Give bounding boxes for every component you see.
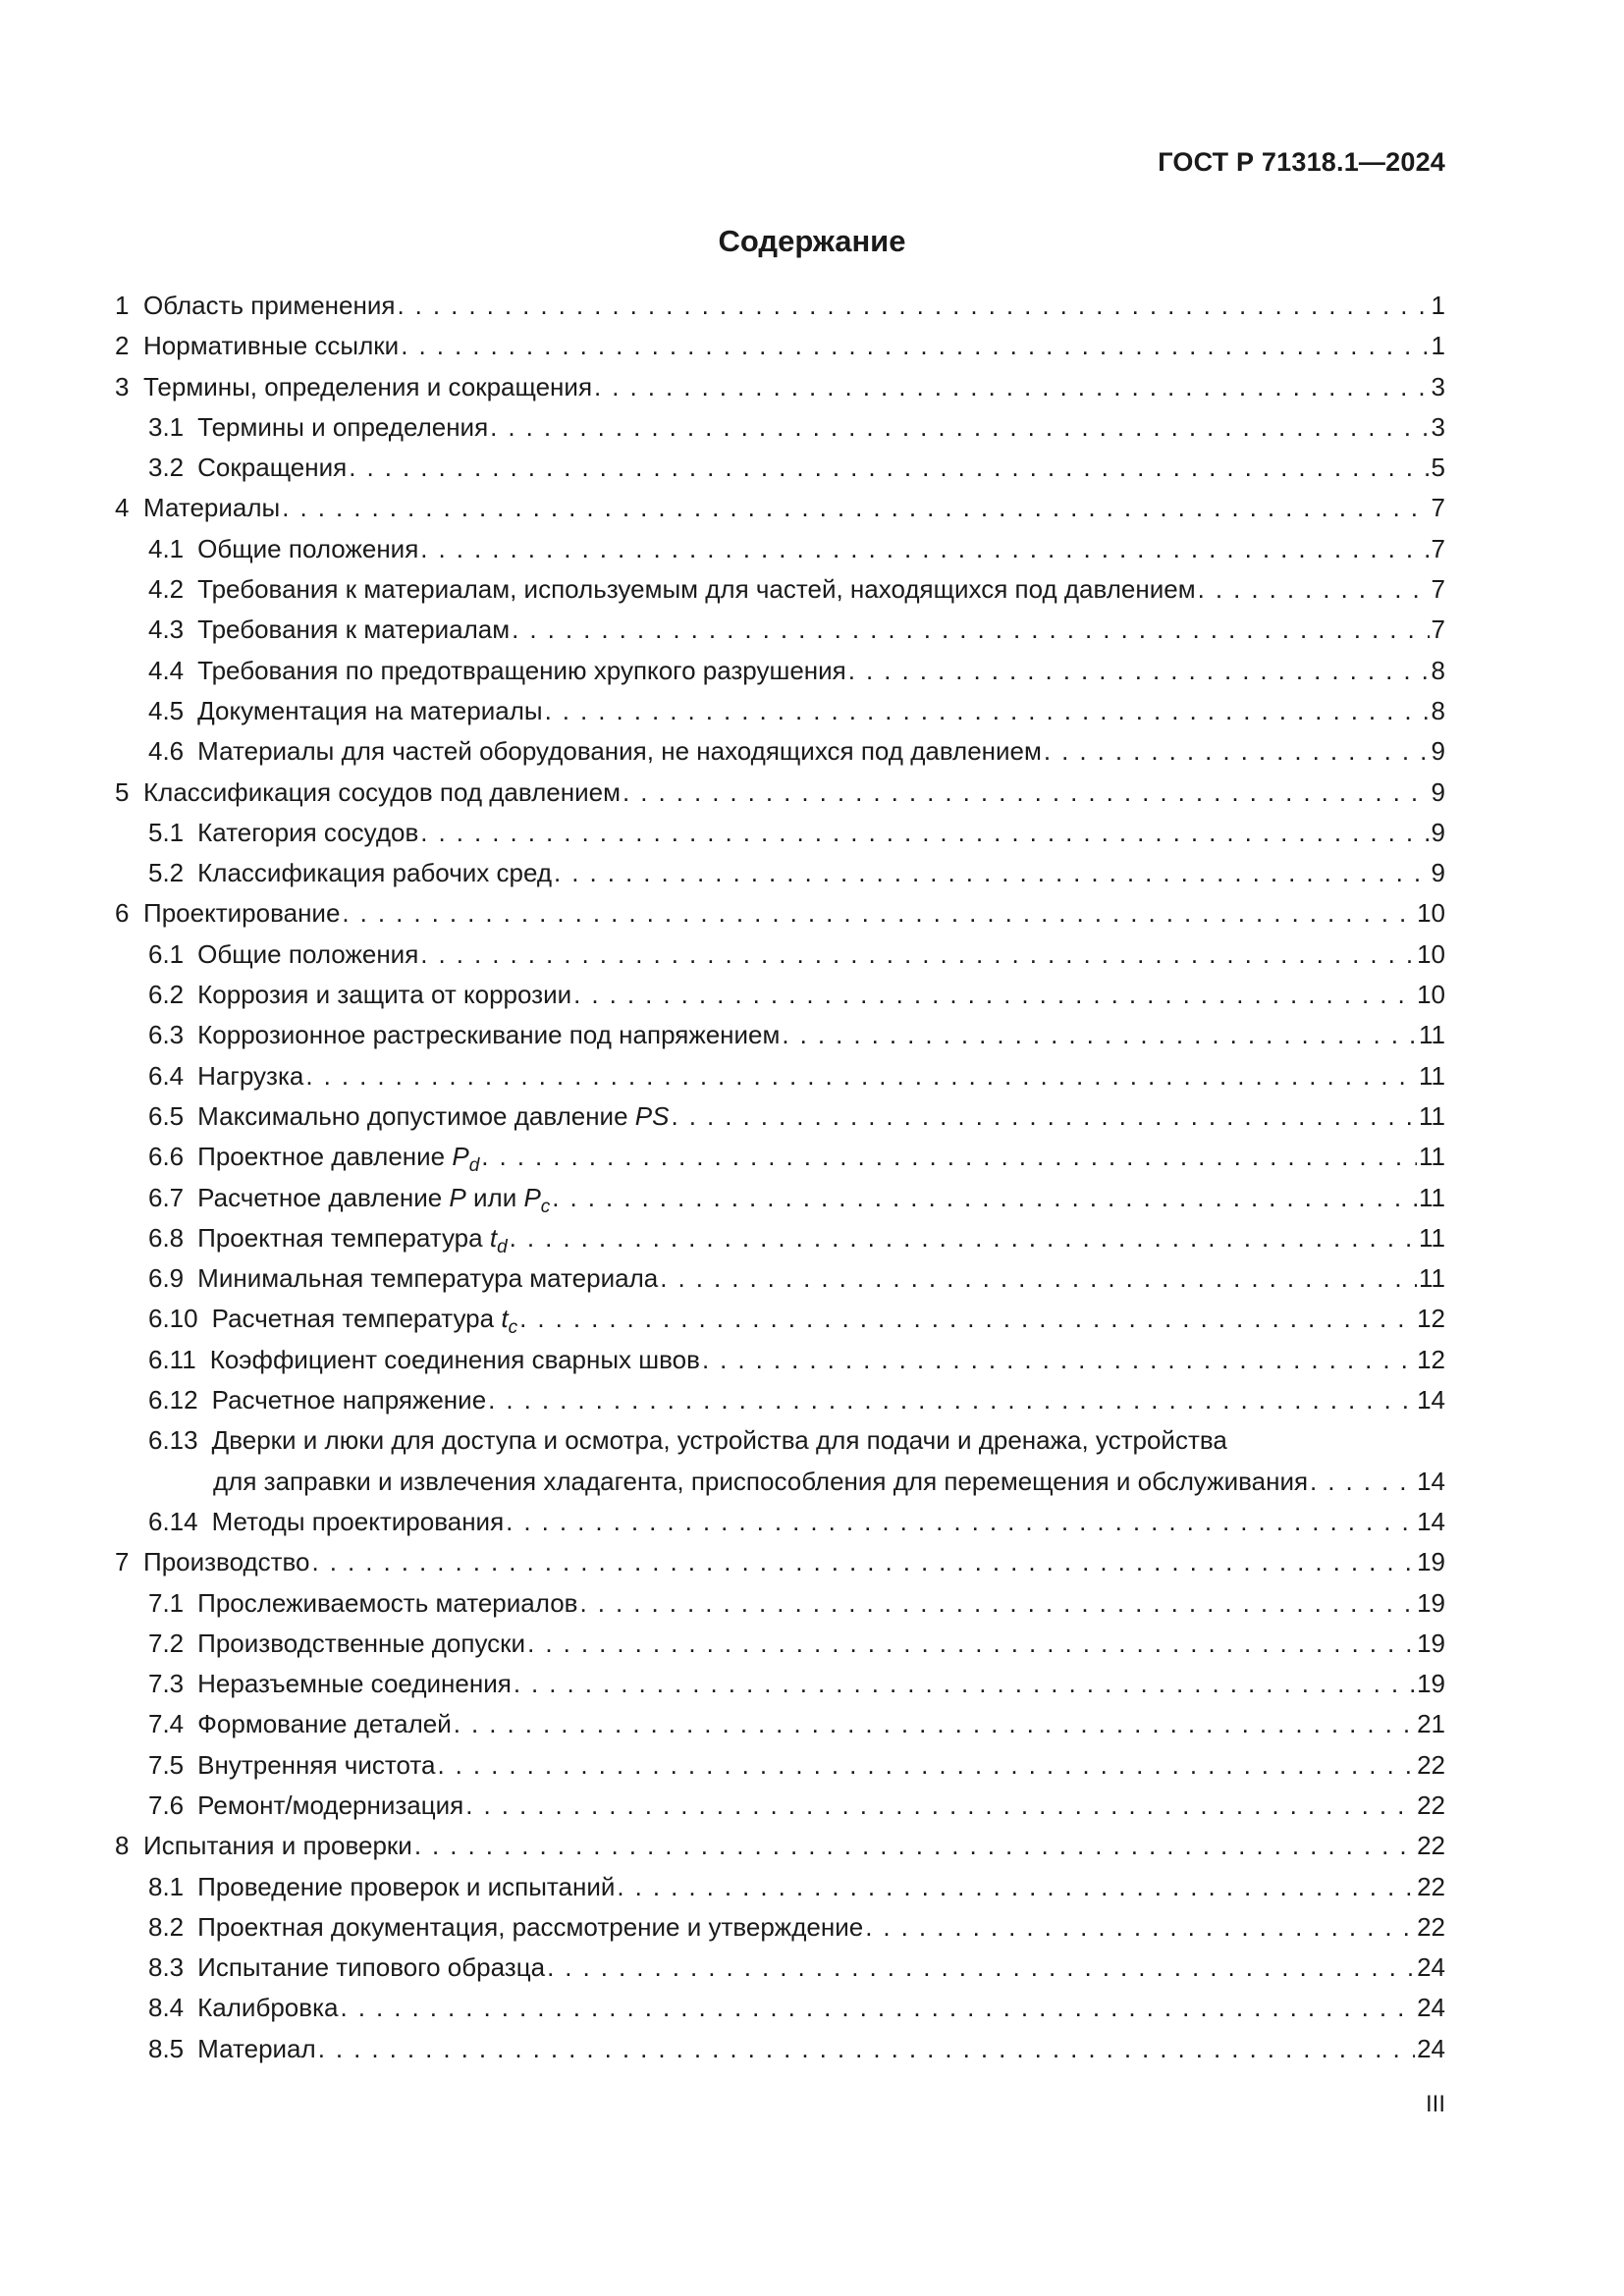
toc-entry-page: 11: [1419, 1100, 1445, 1131]
toc-entry-number: 6.4: [148, 1060, 185, 1091]
toc-entry-title-text: Общие положения: [197, 533, 419, 563]
toc-entry-title-text: Область применения: [143, 291, 396, 320]
toc-entry[interactable]: [115, 1624, 1445, 1664]
toc-entry-title-text: Максимально допустимое давление: [197, 1100, 628, 1131]
toc-entry-page: 7: [1431, 493, 1445, 523]
dot-leader: [782, 1015, 1417, 1055]
toc-entry-page: 24: [1417, 1993, 1445, 2023]
dot-leader: [617, 1867, 1415, 1907]
toc-entry-title: [197, 1664, 512, 1704]
toc-entry[interactable]: [115, 731, 1445, 772]
toc-entry-number: 8.2: [148, 1911, 185, 1942]
dot-leader: [623, 773, 1430, 813]
toc-entry-title: [197, 1948, 545, 1988]
dot-leader: [510, 1218, 1417, 1258]
toc-entry-number: 5.2: [148, 858, 185, 888]
toc-entry-title: [197, 407, 488, 448]
toc-entry-number: 6.2: [148, 980, 185, 1010]
toc-entry-title: [197, 1258, 658, 1299]
toc-entry-number: 7.3: [148, 1669, 185, 1699]
symbol-subscript: c: [540, 1196, 551, 1217]
toc-entry-title: [197, 1704, 452, 1744]
dot-leader: [397, 286, 1429, 326]
toc-entry-title-text: Материалы для частей оборудования, не находящихся под давлением: [197, 736, 1042, 767]
toc-entry-title-text: Сокращения: [197, 453, 348, 483]
dot-leader: [594, 367, 1430, 407]
toc-entry-page: 7: [1431, 614, 1445, 645]
toc-entry-page: 7: [1431, 533, 1445, 563]
toc-entry-page: 24: [1417, 2033, 1445, 2063]
toc-entry-title-text: Проектная документация, рассмотрение и утверждение: [197, 1911, 864, 1942]
toc-entry-number: 8.3: [148, 1952, 185, 1983]
dot-leader: [1198, 569, 1430, 610]
dot-leader: [341, 1988, 1416, 2028]
dot-leader: [312, 1542, 1416, 1582]
toc-entry-page: 19: [1417, 1547, 1445, 1577]
toc-entry-number: 1: [115, 291, 130, 320]
toc-entry-number: 6.12: [148, 1385, 198, 1415]
toc-entry-number: 3.1: [148, 411, 185, 442]
toc-entry-title: [197, 1988, 338, 2028]
toc-entry-title-text: Расчетное давление: [197, 1182, 443, 1212]
toc-entry-title-text: Классификация рабочих сред: [197, 858, 553, 888]
dot-leader: [420, 529, 1429, 569]
symbol: P: [523, 1182, 541, 1212]
dot-leader: [545, 691, 1430, 731]
toc-entry-page: 9: [1431, 736, 1445, 767]
toc-entry-page: 21: [1417, 1709, 1445, 1739]
toc-entry-title: [197, 1786, 463, 1826]
dot-leader: [702, 1340, 1415, 1380]
toc-entry-title-text: Расчетное напряжение: [211, 1385, 487, 1415]
toc-entry-title-text: Проектное давление: [197, 1142, 446, 1172]
toc-entry-title: [212, 1299, 517, 1342]
symbol: P: [452, 1142, 469, 1172]
toc-entry-title-text: Коэффициент соединения сварных швов: [209, 1344, 700, 1374]
toc-entry[interactable]: [115, 1988, 1445, 2028]
toc-entry-number: 8: [115, 1831, 130, 1861]
toc-entry-page: 14: [1417, 1506, 1445, 1536]
toc-entry-title: [143, 1542, 310, 1582]
dot-leader: [865, 1907, 1415, 1948]
toc-entry-title: [212, 1380, 487, 1420]
dot-leader: [282, 488, 1429, 528]
toc-entry[interactable]: [115, 1542, 1445, 1582]
toc-entry-title: [197, 853, 552, 893]
toc-entry-title-text: Коррозия и защита от коррозии: [197, 980, 572, 1010]
toc-entry-title-continued: для заправки и извлечения хладагента, приспособления для перемещения и обслуживания: [213, 1466, 1309, 1496]
toc-entry[interactable]: [115, 1015, 1445, 1055]
toc-entry-title: [197, 1624, 525, 1664]
toc-entry-title: [212, 1502, 505, 1542]
toc-entry-number: 3: [115, 371, 130, 401]
toc-entry-page: 11: [1419, 1182, 1445, 1212]
toc-entry-number: 4: [115, 493, 130, 523]
toc-entry-title-text: Калибровка: [197, 1993, 339, 2023]
toc-entry[interactable]: [115, 773, 1445, 813]
toc-entry-page: 10: [1417, 898, 1445, 929]
toc-entry[interactable]: [115, 529, 1445, 569]
dot-leader: [1044, 731, 1430, 772]
dot-leader: [437, 1745, 1415, 1786]
toc-entry[interactable]: [115, 286, 1445, 326]
toc-entry[interactable]: [115, 853, 1445, 893]
toc-entry-title: [197, 1015, 780, 1055]
toc-entry-title-text: Расчетная температура: [211, 1304, 495, 1334]
toc-entry-title-text: Проектная температура: [197, 1222, 483, 1253]
toc-entry-title: [143, 893, 340, 934]
toc-entry-title-text: Общие положения: [197, 938, 419, 969]
toc-entry[interactable]: [115, 1056, 1445, 1096]
toc-entry-number: 8.5: [148, 2033, 185, 2063]
toc-entry-title: [197, 934, 418, 975]
dot-leader: [481, 1137, 1417, 1177]
toc-entry-page: 7: [1431, 574, 1445, 605]
toc-entry-title: [210, 1340, 700, 1380]
toc-entry[interactable]: [115, 1096, 1445, 1137]
toc-entry-title: [197, 651, 846, 691]
toc-entry-title-text: Формование деталей: [197, 1709, 452, 1739]
dot-leader: [671, 1096, 1417, 1137]
toc-entry-page: 11: [1419, 1222, 1445, 1253]
toc-entry-title-text: Нагрузка: [197, 1060, 304, 1091]
toc-entry-title: [197, 1907, 863, 1948]
toc-entry-title: Дверки и люки для доступа и осмотра, устройства для подачи и дренажа, устройства: [211, 1425, 1227, 1456]
toc-entry[interactable]: [115, 326, 1445, 366]
toc-entry-title-text: Внутренняя чистота: [197, 1749, 436, 1780]
toc-entry-title: [197, 2029, 316, 2069]
toc-entry-title-text: Требования к материалам: [197, 614, 511, 645]
toc-entry-page: 3: [1431, 371, 1445, 401]
toc-entry-title-text: Методы проектирования: [211, 1506, 505, 1536]
dot-leader: [318, 2029, 1415, 2069]
dot-leader: [512, 610, 1429, 650]
dot-leader: [552, 1178, 1417, 1218]
symbol: t: [489, 1222, 498, 1253]
toc-entry-number: 4.2: [148, 574, 185, 605]
toc-entry-title: [197, 1096, 669, 1137]
toc-entry[interactable]: [115, 1380, 1445, 1420]
toc-entry-number: 5.1: [148, 817, 185, 847]
toc-entry-page: 9: [1431, 817, 1445, 847]
symbol-subscript: d: [497, 1236, 508, 1257]
toc-entry-title: [143, 488, 280, 528]
dot-leader: [414, 1826, 1415, 1866]
dot-leader: [490, 407, 1429, 448]
toc-entry-page: 11: [1419, 1263, 1445, 1294]
toc-entry-number: 6.7: [148, 1182, 185, 1212]
toc-entry-title: [197, 529, 418, 569]
toc-entry-title-text: Материалы: [143, 493, 281, 523]
dot-leader: [401, 326, 1429, 366]
toc-entry-page: 1: [1431, 331, 1445, 361]
toc-entry-title: [197, 975, 571, 1015]
toc-entry-title-text: Коррозионное растрескивание под напряжением: [197, 1020, 781, 1050]
toc-entry-number: 7.2: [148, 1628, 185, 1658]
toc-entry-title: [197, 813, 418, 853]
symbol: PS: [634, 1100, 670, 1131]
toc-entry-title: [197, 1745, 435, 1786]
toc-entry-title-text: Классификация сосудов под давлением: [143, 776, 621, 807]
dot-leader: [420, 934, 1415, 975]
toc-entry-page: 9: [1431, 858, 1445, 888]
dot-leader: [660, 1258, 1417, 1299]
toc-entry-title-text: Испытания и проверки: [143, 1831, 412, 1861]
toc-entry-page: 24: [1417, 1952, 1445, 1983]
toc-entry[interactable]: [115, 1867, 1445, 1907]
toc-entry[interactable]: [115, 2029, 1445, 2069]
toc-entry-title-text: Производство: [143, 1547, 310, 1577]
toc-entry[interactable]: [115, 1218, 1445, 1258]
toc-entry-page: 12: [1417, 1344, 1445, 1374]
toc-entry[interactable]: [115, 610, 1445, 650]
toc-entry[interactable]: [115, 1583, 1445, 1624]
toc-entry[interactable]: [115, 1420, 1445, 1502]
toc-entry-number: 6.6: [148, 1142, 185, 1172]
toc-entry-number: 7.4: [148, 1709, 185, 1739]
toc-entry-page: 22: [1417, 1831, 1445, 1861]
toc-entry-page: 19: [1417, 1587, 1445, 1618]
toc-entry-number: 7.1: [148, 1587, 185, 1618]
toc-entry-page: 22: [1417, 1789, 1445, 1820]
toc-entry-page: 10: [1417, 938, 1445, 969]
toc-entry-number: 6: [115, 898, 130, 929]
toc-entry-number: 4.3: [148, 614, 185, 645]
toc-entry[interactable]: [115, 893, 1445, 934]
toc-entry-title-text: Минимальная температура материала: [197, 1263, 659, 1294]
symbol-conjunction: или: [473, 1182, 517, 1212]
toc-entry-page: 1: [1431, 291, 1445, 320]
toc-entry[interactable]: [115, 1299, 1445, 1339]
toc-entry-title: [197, 1056, 303, 1096]
toc-entry[interactable]: [115, 1502, 1445, 1542]
toc-entry-page: 14: [1417, 1466, 1445, 1496]
toc-entry[interactable]: [115, 569, 1445, 610]
toc-entry-title-text: Прослеживаемость материалов: [197, 1587, 578, 1618]
toc-entry[interactable]: [115, 488, 1445, 528]
symbol: t: [501, 1304, 509, 1334]
symbol: P: [449, 1182, 466, 1212]
toc-entry-page: 3: [1431, 411, 1445, 442]
toc-entry-number: 5: [115, 776, 130, 807]
toc-entry-number: 6.9: [148, 1263, 185, 1294]
toc-entry[interactable]: [115, 1704, 1445, 1744]
symbol-subscript: d: [468, 1155, 480, 1177]
toc-entry-number: 6.14: [148, 1506, 198, 1536]
toc-entry-number: 6.3: [148, 1020, 185, 1050]
toc-entry-title: [197, 1583, 577, 1624]
toc-entry-title: [143, 367, 592, 407]
table-of-contents: [115, 286, 1445, 2069]
toc-entry-title-text: Термины и определения: [197, 411, 489, 442]
dot-leader: [547, 1948, 1415, 1988]
toc-entry[interactable]: [115, 448, 1445, 488]
toc-entry-page: 11: [1419, 1020, 1445, 1050]
toc-entry-title: [143, 773, 621, 813]
toc-entry-page: 11: [1419, 1060, 1445, 1091]
toc-entry[interactable]: [115, 1907, 1445, 1948]
dot-leader: [519, 1299, 1415, 1339]
toc-entry-page: 19: [1417, 1628, 1445, 1658]
toc-entry-number: 4.6: [148, 736, 185, 767]
toc-entry-number: 7: [115, 1547, 130, 1577]
toc-entry-title: [197, 448, 347, 488]
toc-entry-title-text: Неразъемные соединения: [197, 1669, 512, 1699]
toc-entry[interactable]: [115, 407, 1445, 448]
toc-entry-page: 10: [1417, 980, 1445, 1010]
toc-entry[interactable]: [115, 975, 1445, 1015]
toc-entry-title-text: Категория сосудов: [197, 817, 419, 847]
dot-leader: [305, 1056, 1417, 1096]
toc-entry-page: 5: [1431, 453, 1445, 483]
symbol-subscript: c: [508, 1317, 518, 1339]
toc-entry[interactable]: [115, 1745, 1445, 1786]
dot-leader: [454, 1704, 1415, 1744]
toc-entry-number: 7.6: [148, 1789, 185, 1820]
toc-entry-title: [197, 731, 1042, 772]
toc-entry-page: 22: [1417, 1911, 1445, 1942]
toc-entry-title-text: Документация на материалы: [197, 695, 543, 725]
toc-entry[interactable]: [115, 1258, 1445, 1299]
toc-entry-page: 14: [1417, 1385, 1445, 1415]
toc-entry-number: 4.1: [148, 533, 185, 563]
toc-entry-title-text: Нормативные ссылки: [143, 331, 400, 361]
toc-entry[interactable]: [115, 367, 1445, 407]
toc-entry[interactable]: [115, 1137, 1445, 1177]
toc-entry-title-text: Испытание типового образца: [197, 1952, 546, 1983]
toc-entry-number: 4.5: [148, 695, 185, 725]
toc-entry-number: 6.10: [148, 1304, 198, 1334]
toc-entry-title: [197, 1137, 479, 1180]
toc-entry[interactable]: [115, 1178, 1445, 1218]
toc-entry[interactable]: [115, 651, 1445, 691]
dot-leader: [580, 1583, 1416, 1624]
toc-entry-title: [197, 610, 510, 650]
dot-leader: [488, 1380, 1415, 1420]
toc-entry-title: [197, 691, 542, 731]
toc-entry-title-text: Термины, определения и сокращения: [143, 371, 593, 401]
toc-entry-number: 6.5: [148, 1100, 185, 1131]
dot-leader: [342, 893, 1415, 934]
toc-entry-title-text: Требования по предотвращению хрупкого разрушения: [197, 655, 846, 685]
toc-entry[interactable]: [115, 1664, 1445, 1704]
toc-entry-page: 8: [1431, 655, 1445, 685]
toc-entry-title-text: Производственные допуски: [197, 1628, 526, 1658]
toc-entry[interactable]: [115, 1826, 1445, 1866]
toc-entry-number: 3.2: [148, 453, 185, 483]
dot-leader: [573, 975, 1415, 1015]
toc-entry-title-text: Проектирование: [143, 898, 341, 929]
toc-entry-page: 9: [1431, 776, 1445, 807]
toc-entry-title: [143, 1826, 412, 1866]
dot-leader: [1310, 1462, 1415, 1502]
document-code: ГОСТ Р 71318.1—2024: [1158, 147, 1445, 177]
toc-entry[interactable]: [115, 691, 1445, 731]
dot-leader: [848, 651, 1430, 691]
toc-entry-number: 6.1: [148, 938, 185, 969]
toc-entry[interactable]: [115, 1948, 1445, 1988]
dot-leader: [527, 1624, 1415, 1664]
toc-entry-title: [143, 326, 399, 366]
dot-leader: [349, 448, 1429, 488]
toc-entry-page: 11: [1419, 1142, 1445, 1172]
toc-entry-title: [197, 569, 1195, 610]
toc-entry-number: 4.4: [148, 655, 185, 685]
toc-entry-title-text: Ремонт/модернизация: [197, 1789, 464, 1820]
toc-entry-title: [143, 286, 395, 326]
toc-entry-title-text: Проведение проверок и испытаний: [197, 1871, 616, 1901]
toc-entry-page: 22: [1417, 1749, 1445, 1780]
dot-leader: [506, 1502, 1415, 1542]
page-number: III: [1425, 2091, 1445, 2117]
toc-entry-title: [197, 1178, 550, 1221]
toc-entry-number: 2: [115, 331, 130, 361]
toc-entry-page: 19: [1417, 1669, 1445, 1699]
toc-entry-number: 6.8: [148, 1222, 185, 1253]
toc-entry-number: 7.5: [148, 1749, 185, 1780]
toc-entry-title: [197, 1867, 615, 1907]
toc-entry[interactable]: [115, 934, 1445, 975]
toc-entry-number: 6.11: [148, 1344, 196, 1374]
dot-leader: [514, 1664, 1415, 1704]
toc-entry-title-text: Материал: [197, 2033, 316, 2063]
dot-leader: [554, 853, 1430, 893]
dot-leader: [420, 813, 1429, 853]
toc-entry-number: 8.1: [148, 1871, 185, 1901]
toc-entry[interactable]: [115, 1786, 1445, 1826]
toc-entry-title-text: Требования к материалам, используемым для частей, находящихся под давлением: [197, 574, 1196, 605]
toc-entry-title: [197, 1218, 507, 1261]
toc-entry-page: 22: [1417, 1871, 1445, 1901]
toc-entry[interactable]: [115, 813, 1445, 853]
toc-entry-page: 12: [1417, 1304, 1445, 1334]
toc-entry-number: 6.13: [148, 1425, 198, 1456]
toc-entry[interactable]: [115, 1340, 1445, 1380]
toc-entry-page: 8: [1431, 695, 1445, 725]
dot-leader: [465, 1786, 1415, 1826]
toc-entry-number: 8.4: [148, 1993, 185, 2023]
toc-title: Содержание: [718, 224, 906, 258]
